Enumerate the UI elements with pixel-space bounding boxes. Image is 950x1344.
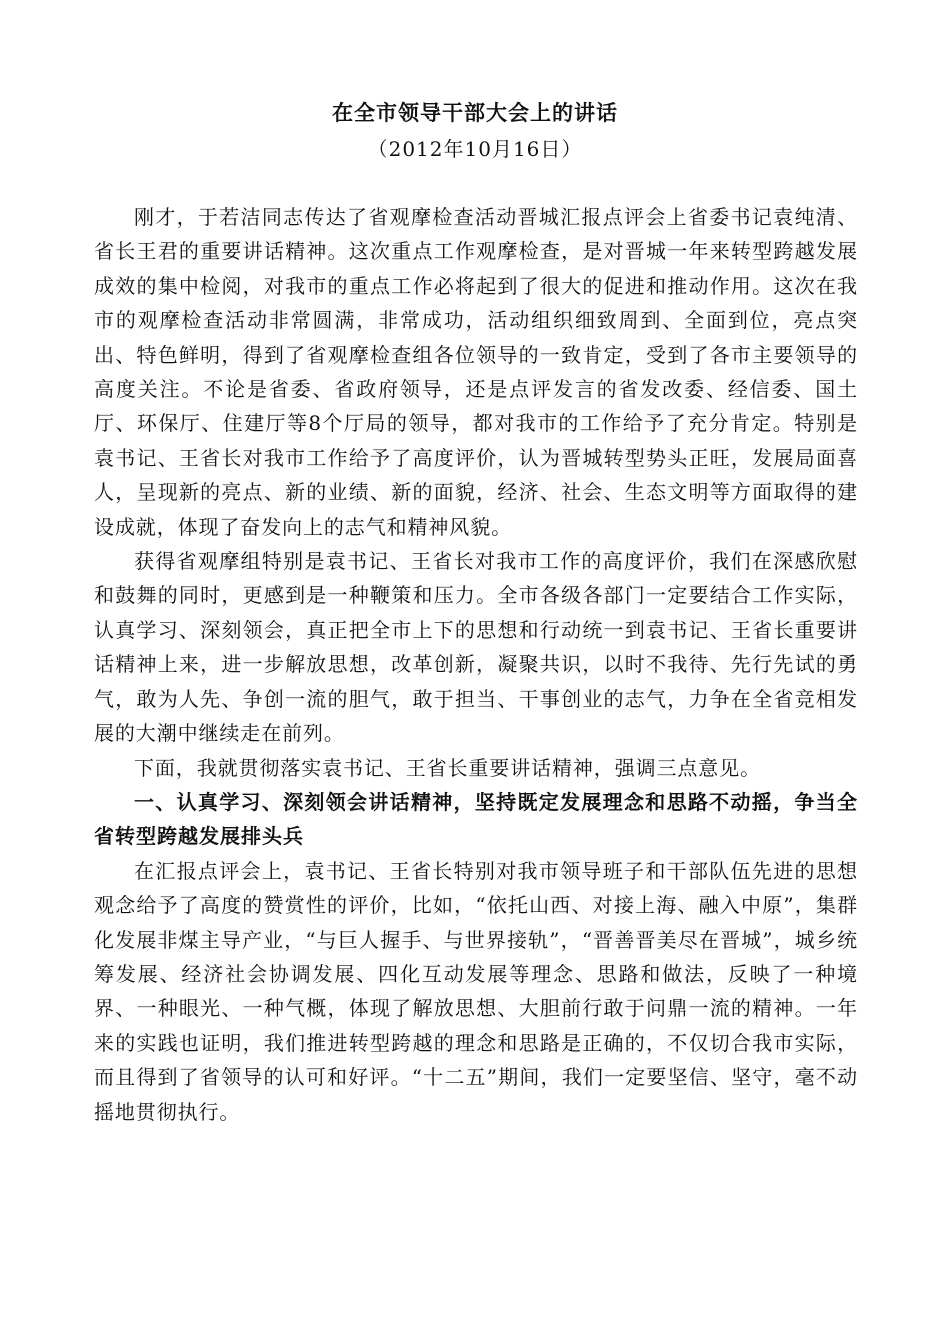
document-title: 在全市领导干部大会上的讲话	[332, 100, 618, 125]
paragraph-transition: 下面，我就贯彻落实袁书记、王省长重要讲话精神，强调三点意见。	[134, 755, 761, 780]
document-body	[94, 200, 858, 1129]
paragraph-intro: 刚才，于若洁同志传达了省观摩检查活动晋城汇报点评会上省委书记袁纯清、省长王君的重要讲话精神。这次重点工作观摩检查，是对晋城一年来转型跨越发展成效的集中检阅，对我市的重点工作必将起到了很大的促进和推动作用。这次在我市的观摩检查活动非常圆满，非常成功，活动组织细致周到、全面到位，亮点突出、特色鲜明，得到了省观摩检查组各位领导的一致肯定，受到了各市主要领导的高度关注。不论是省委、省政府领导，还是点评发言的省发改委、经信委、国土厅、环保厅、住建厅等8个厅局的领导，都对我市的工作给予了充分肯定。特别是袁书记、王省长对我市工作给予了高度评价，认为晋城转型势头正旺，发展局面喜人，呈现新的亮点、新的业绩、新的面貌，经济、社会、生态文明等方面取得的建设成就，体现了奋发向上的志气和精神风貌。	[94, 205, 858, 539]
document-date: （2012年10月16日）	[367, 137, 583, 161]
paragraph-evaluation: 获得省观摩组特别是袁书记、王省长对我市工作的高度评价，我们在深感欣慰和鼓舞的同时，更感到是一种鞭策和压力。全市各级各部门一定要结合工作实际，认真学习、深刻领会，真正把全市上下的思想和行动统一到袁书记、王省长重要讲话精神上来，进一步解放思想，改革创新，凝聚共识，以时不我待、先行先试的勇气，敢为人先、争创一流的胆气，敢于担当、干事创业的志气，力争在全省竞相发展的大潮中继续走在前列。	[94, 549, 858, 746]
paragraph-section-1: 在汇报点评会上，袁书记、王省长特别对我市领导班子和干部队伍先进的思想观念给予了高度的赞赏性的评价，比如，“依托山西、对接上海、融入中原”，集群化发展非煤主导产业，“与巨人握手、与世界接轨”，“晋善晋美尽在晋城”，城乡统筹发展、经济社会协调发展、四化互动发展等理念、思路和做法，反映了一种境界、一种眼光、一种气概，体现了解放思想、大胆前行敢于问鼎一流的精神。一年来的实践也证明，我们推进转型跨越的理念和思路是正确的，不仅切合我市实际，而且得到了省领导的认可和好评。“十二五”期间，我们一定要坚信、坚守，毫不动摇地贯彻执行。	[94, 858, 858, 1124]
section-heading-1: 一、认真学习、深刻领会讲话精神，坚持既定发展理念和思路不动摇，争当全省转型跨越发展排头兵	[94, 789, 858, 849]
